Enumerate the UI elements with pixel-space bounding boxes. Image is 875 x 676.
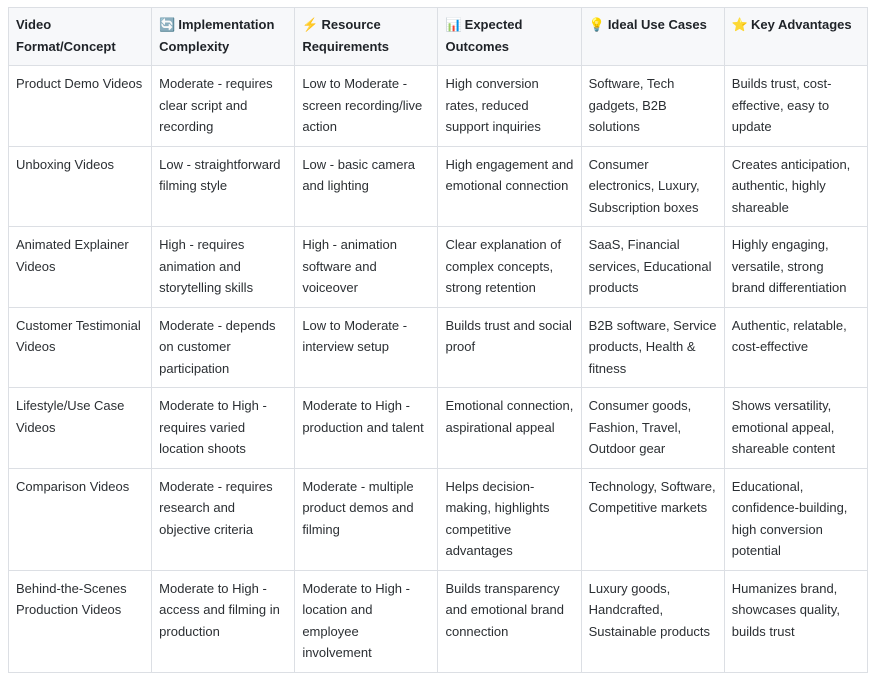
table-cell: Technology, Software, Competitive markets [581,468,724,570]
table-cell: Builds transparency and emotional brand connection [438,570,581,672]
table-cell: High - requires animation and storytelling skills [152,227,295,308]
table-cell: Product Demo Videos [9,66,152,147]
column-header-label: Implementation Complexity [159,17,275,54]
table-cell: Clear explanation of complex concepts, strong retention [438,227,581,308]
table-cell: Lifestyle/Use Case Videos [9,388,152,469]
table-cell: Moderate - requires research and objective criteria [152,468,295,570]
column-header-label: Expected Outcomes [445,17,523,54]
table-cell: Helps decision-making, highlights competitive advantages [438,468,581,570]
column-header [438,8,581,66]
table-cell: Low - basic camera and lighting [295,146,438,227]
video-formats-table [8,7,868,673]
table-cell: Consumer electronics, Luxury, Subscription boxes [581,146,724,227]
column-header [724,8,867,66]
table-cell: Moderate to High - requires varied location shoots [152,388,295,469]
table-cell: Emotional connection, aspirational appeal [438,388,581,469]
table-cell: SaaS, Financial services, Educational products [581,227,724,308]
table-cell: Consumer goods, Fashion, Travel, Outdoor gear [581,388,724,469]
column-header-label: Key Advantages [750,17,852,32]
bar-chart-icon: 📊 [445,17,462,32]
table-cell: Behind-the-Scenes Production Videos [9,570,152,672]
table-cell: High - animation software and voiceover [295,227,438,308]
column-header [152,8,295,66]
header-row [9,8,868,66]
table-cell: Builds trust and social proof [438,307,581,388]
column-header-label: Video Format/Concept [16,17,116,54]
table-cell: Creates anticipation, authentic, highly shareable [724,146,867,227]
table-row [9,388,868,469]
table-cell: Customer Testimonial Videos [9,307,152,388]
table-cell: Unboxing Videos [9,146,152,227]
table-cell: Moderate - requires clear script and recording [152,66,295,147]
table-row [9,307,868,388]
lightning-icon: ⚡ [302,17,319,32]
table-row [9,570,868,672]
table-cell: B2B software, Service products, Health & fitness [581,307,724,388]
table-cell: Comparison Videos [9,468,152,570]
table-cell: High engagement and emotional connection [438,146,581,227]
lightbulb-icon: 💡 [588,17,605,32]
column-header-label: Ideal Use Cases [607,17,707,32]
column-header [9,8,152,66]
table-cell: Low to Moderate - interview setup [295,307,438,388]
table-row [9,227,868,308]
table-cell: Humanizes brand, showcases quality, builds trust [724,570,867,672]
table-row [9,146,868,227]
table-cell: Low - straightforward filming style [152,146,295,227]
table-cell: Moderate - depends on customer participation [152,307,295,388]
table-cell: Educational, confidence-building, high conversion potential [724,468,867,570]
table-cell: High conversion rates, reduced support inquiries [438,66,581,147]
table-cell: Luxury goods, Handcrafted, Sustainable products [581,570,724,672]
table-cell: Authentic, relatable, cost-effective [724,307,867,388]
table-cell: Builds trust, cost-effective, easy to update [724,66,867,147]
table-cell: Software, Tech gadgets, B2B solutions [581,66,724,147]
table-cell: Moderate - multiple product demos and filming [295,468,438,570]
table-row [9,66,868,147]
column-header [581,8,724,66]
table-cell: Moderate to High - location and employee involvement [295,570,438,672]
table-cell: Animated Explainer Videos [9,227,152,308]
table-cell: Moderate to High - production and talent [295,388,438,469]
table-cell: Shows versatility, emotional appeal, shareable content [724,388,867,469]
table-cell: Low to Moderate - screen recording/live action [295,66,438,147]
table-row [9,468,868,570]
table-cell: Highly engaging, versatile, strong brand differentiation [724,227,867,308]
table-cell: Moderate to High - access and filming in production [152,570,295,672]
star-icon: ⭐ [731,17,748,32]
refresh-icon: 🔄 [159,17,176,32]
column-header [295,8,438,66]
column-header-label: Resource Requirements [302,17,390,54]
